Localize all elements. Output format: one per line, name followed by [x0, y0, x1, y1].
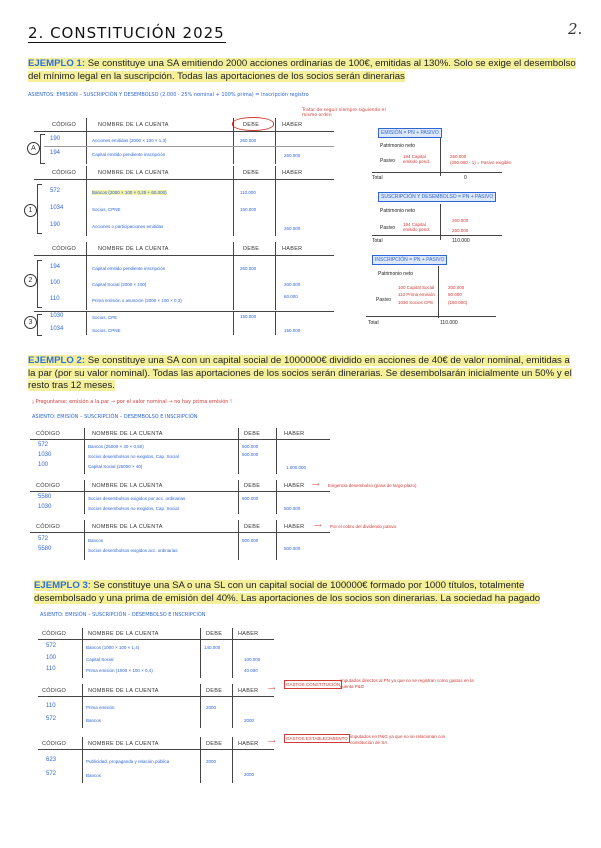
example-2-label: EJEMPLO 2:: [28, 355, 86, 366]
ex2-t2-annotation: Exigencia desembolso (pasa de largo plazo): [328, 483, 417, 488]
side3-pn: Patrimonio neto: [378, 271, 414, 277]
ex2-t1-row2-name: Socios desembolsos no exigidos, Cap. Social: [88, 454, 179, 459]
example-2-asientos: ASIENTO: EMISIÓN – SUSCRIPCIÓN – DESEMBOLSO E INSCRIPCIÓN: [32, 414, 198, 420]
t4-row1-name: Socios, CPE: [92, 315, 118, 320]
side1-pn: Patrimonio neto: [380, 143, 416, 149]
ex2-t3-col-1: [84, 520, 85, 560]
side3-note-2: 110 Prima emisión: [398, 292, 435, 297]
t3-row2-name: Capital Social (2000 × 100): [92, 282, 147, 287]
example-3-asientos: ASIENTO: EMISIÓN – SUSCRIPCIÓN – DESEMBOLSO E INSCRIPCIÓN: [40, 612, 206, 618]
t1-row1-code: 190: [50, 136, 61, 142]
t2-row2-code: 1034: [50, 205, 64, 211]
ex2-t1-row2-code: 1030: [38, 452, 52, 458]
side3-pasivo: Pasivo: [376, 297, 392, 303]
t2-header-code: CÓDIGO: [52, 170, 77, 176]
ex2-t2-header-debe: DEBE: [244, 483, 261, 489]
side2-total-line: [372, 235, 502, 236]
ex3-t3-row1-code: 623: [46, 757, 57, 763]
ex2-t1-row1-debe: 500.000: [242, 444, 259, 449]
ex3-t3-row1-name: Publicidad, propaganda y relación pública: [86, 759, 170, 764]
side2-title: SUSCRIPCIÓN Y DESEMBOLSO = PN + PASIVO: [378, 192, 496, 202]
side1-divider: [440, 138, 441, 176]
ex3-t3-arrow: ⟶: [268, 739, 276, 745]
t1-header-line: [34, 131, 334, 132]
t3-col-line-3: [275, 242, 276, 310]
side2-total-label: Total: [372, 238, 383, 244]
ex3-t3-row2-haber: 2000: [244, 772, 255, 777]
ex3-t2-row2-name: Bancos: [86, 718, 102, 723]
example-1-label: EJEMPLO 1:: [28, 58, 86, 69]
ex3-t1-row1-name: Bancos (1000 × 100 × 1,4): [86, 645, 140, 650]
side3-divider: [438, 266, 439, 318]
t3-bracket: [37, 260, 42, 308]
ex2-t3-header-name: NOMBRE DE LA CUENTA: [92, 524, 163, 530]
side2-pasivo-note: 194 Capital emitido pend.: [403, 222, 431, 232]
ex3-t2-header-code: CÓDIGO: [42, 688, 67, 694]
ex3-t1-col-2: [200, 628, 201, 678]
t2-col-line-1: [86, 166, 87, 236]
ex2-t1-header-code: CÓDIGO: [36, 431, 61, 437]
ex3-t1-col-3: [232, 628, 233, 678]
ex2-t3-row1-code: 572: [38, 536, 49, 542]
side3-note-1: 100 Capital Social: [398, 285, 435, 290]
ex3-t3-col-2: [200, 737, 201, 783]
ex3-t2-row2-code: 572: [46, 716, 57, 722]
ex2-t3-col-2: [238, 520, 239, 560]
ex3-t3-row1-debe: 2000: [206, 759, 217, 764]
t2-col-line-3: [275, 166, 276, 236]
t1-header-name: NOMBRE DE LA CUENTA: [98, 122, 169, 128]
ex2-t1-col-2: [238, 428, 239, 474]
side3-title: INSCRIPCIÓN = PN + PASIVO: [372, 255, 447, 265]
t3-row1-code: 194: [50, 264, 61, 270]
t2-row1-debe: 110.000: [240, 190, 256, 195]
t1-bracket: [40, 134, 45, 164]
side2-pasivo-val: 260.000: [452, 228, 469, 233]
t3-col-line-1: [86, 242, 87, 310]
t1-row2-code: 194: [50, 150, 61, 156]
side3-total-val: 110.000: [440, 320, 458, 326]
t1-header-haber: HABER: [282, 122, 303, 128]
example-2-statement: [28, 355, 578, 393]
ex2-t2-col-3: [276, 480, 277, 514]
ex2-t1-row3-code: 100: [38, 462, 49, 468]
ex2-t1-header-line: [30, 439, 330, 440]
side2-pasivo: Pasivo: [380, 225, 396, 231]
t2-row2-debe: 150.000: [240, 207, 257, 212]
ex2-t3-row1-debe: 500.000: [242, 538, 259, 543]
ex3-t1-row3-haber: 40.000: [244, 668, 258, 673]
ex2-t2-header-name: NOMBRE DE LA CUENTA: [92, 483, 163, 489]
ex2-t3-header-line: [30, 532, 330, 533]
side2-total-val: 110.000: [452, 238, 470, 244]
ex2-t1-row1-code: 572: [38, 442, 49, 448]
t3-header-haber: HABER: [282, 246, 303, 252]
t3-header-name: NOMBRE DE LA CUENTA: [98, 246, 169, 252]
example-3-statement: [34, 580, 582, 605]
ex3-t2-header-name: NOMBRE DE LA CUENTA: [88, 688, 159, 694]
ex3-t3-row2-code: 572: [46, 771, 57, 777]
ex3-t3-row2-name: Bancos: [86, 773, 102, 778]
side1-pasivo-note: 194 Capital emitido pend.: [403, 154, 431, 164]
ex2-t1-row3-name: Capital Social (25000 × 40): [88, 464, 143, 469]
example-3-label: EJEMPLO 3: [34, 580, 88, 591]
ex2-t3-row2-name: Socios desembolsos exigidos acc. ordinarias: [88, 548, 178, 553]
ex2-t3-row1-name: Bancos: [88, 538, 104, 543]
ex3-t2-header-haber: HABER: [238, 688, 259, 694]
ex2-t2-header-haber: HABER: [284, 483, 305, 489]
side1-pasivo: Pasivo: [380, 158, 396, 164]
t3-row3-name: Prima emisión o asunción (2000 × 100 × 0,3): [92, 298, 182, 303]
side2-pn-val: 260.000: [452, 218, 469, 223]
ex3-t2-header-line: [38, 696, 274, 697]
side1-total-line: [372, 172, 502, 173]
ex3-t2-ann-b: imputados directos al PN ya que no se registran como gastos en la cuenta P&G: [340, 678, 474, 689]
ex2-t3-annotation: Por el cobro del dividendo pasivo: [330, 524, 397, 529]
t1-row1-name: Acciones emitidas (2000 × 100 × 1,3): [92, 138, 167, 143]
ex3-t3-header-name: NOMBRE DE LA CUENTA: [88, 741, 159, 747]
t2-row1-code: 572: [50, 188, 61, 194]
marker-1: 1: [24, 204, 37, 217]
ex3-t1-col-1: [82, 628, 83, 678]
ex3-t2-arrow: ⟶: [268, 686, 276, 692]
example-2-text: Se constituye una SA con un capital social de 1000000€ dividido en acciones de 40€ de valor nominal, emitidas a la par (por su valor nominal). Todas las aportaciones de los socios serán dinerarias. Se desembolsarán inicialmente un 50% y el resto tras 12 meses.: [28, 355, 572, 391]
t4-col-line-1: [86, 311, 87, 335]
t3-header-line: [34, 255, 334, 256]
side3-total-line: [366, 316, 496, 317]
ex3-t2-header-debe: DEBE: [206, 688, 223, 694]
marker-3: 3: [24, 316, 37, 329]
t3-col-line-2: [233, 242, 234, 310]
ex3-t3-ann-b: imputados en P&G ya que no se relacionan con constitución de SA: [350, 734, 446, 745]
side3-val-1: 200.000: [448, 285, 465, 290]
t2-row3-haber: 260.000: [284, 226, 301, 231]
side3-total-label: Total: [368, 320, 379, 326]
t2-row1-name: Bancos (2000 × 100 × 0,25 + 60.000): [92, 190, 167, 195]
t1-col-line-3: [275, 118, 276, 164]
ex2-t1-header-haber: HABER: [284, 431, 305, 437]
t2-header-debe: DEBE: [243, 170, 260, 176]
ex3-t3-header-line: [38, 749, 274, 750]
ex3-t1-row1-code: 572: [46, 643, 57, 649]
t4-row2-name: Socios, CPNE: [92, 328, 121, 333]
t3-row3-code: 110: [50, 296, 60, 302]
ex2-t3-header-haber: HABER: [284, 524, 305, 530]
t2-header-name: NOMBRE DE LA CUENTA: [98, 170, 169, 176]
ex3-t3-header-code: CÓDIGO: [42, 741, 67, 747]
t3-row3-haber: 60.000: [284, 294, 298, 299]
ex3-t3-ann-a: GASTOS ESTABLECIMIENTO: [286, 736, 348, 741]
ex3-t1-header-line: [38, 639, 274, 640]
ex2-t3-header-debe: DEBE: [244, 524, 261, 530]
ex3-t3-header-haber: HABER: [238, 741, 259, 747]
ex3-t3-col-3: [232, 737, 233, 783]
t3-row2-code: 100: [50, 280, 61, 286]
ex2-t3-row2-haber: 500.000: [284, 546, 301, 551]
ex2-t3-col-3: [276, 520, 277, 560]
ex3-t2-col-1: [82, 684, 83, 728]
side2-pn: Patrimonio neto: [380, 208, 416, 214]
ex3-t1-header-code: CÓDIGO: [42, 631, 67, 637]
example-1-asientos: ASIENTOS: EMISIÓN – SUSCRIPCIÓN Y DESEMBOLSO (2.000 · 25% nominal + 100% prima) = inscripción registro: [28, 92, 309, 98]
t3-header-debe: DEBE: [243, 246, 260, 252]
t2-header-haber: HABER: [282, 170, 303, 176]
t4-row1-code: 1030: [50, 313, 64, 319]
ex2-t2-row1-name: Socios desembolsos exigidos por acc. ordinarias: [88, 496, 186, 501]
t4-col-line-2: [233, 311, 234, 335]
t3-row1-debe: 260.000: [240, 266, 257, 271]
title-underline: [28, 42, 226, 43]
ex3-t2-row1-code: 110: [46, 703, 56, 709]
t2-bracket: [37, 184, 42, 234]
ex3-t1-row3-name: Prima emisión (1000 × 100 × 0,4): [86, 668, 153, 673]
ex3-t1-header-name: NOMBRE DE LA CUENTA: [88, 631, 159, 637]
ex3-t2-col-2: [200, 684, 201, 728]
ex2-t2-row2-haber: 500.000: [284, 506, 301, 511]
t3-row1-name: Capital emitido pendiente inscripción: [92, 266, 166, 271]
ex2-t1-row1-name: Bancos (25000 × 40 × 0,50): [88, 444, 144, 449]
side1-total-val: 0: [464, 175, 467, 181]
t2-row3-code: 190: [50, 222, 61, 228]
ex3-t2-row1-name: Prima emisión: [86, 705, 115, 710]
t1-row-line: [44, 146, 334, 147]
ex3-t3-header-debe: DEBE: [206, 741, 223, 747]
t2-row2-name: Socios, CPNE: [92, 207, 121, 212]
side1-pasivo-val: 260.000: [450, 154, 467, 159]
t4-row2-code: 1034: [50, 326, 64, 332]
t4-col-line-3: [275, 311, 276, 335]
t4-row2-haber: 150.000: [284, 328, 301, 333]
ex2-t3-header-code: CÓDIGO: [36, 524, 61, 530]
t1-col-line-2: [233, 118, 234, 164]
side1-total-label: Total: [372, 175, 383, 181]
ex2-t2-row2-name: Socios desembolsos no exigidos, Cap. Social: [88, 506, 179, 511]
ex2-t2-col-2: [238, 480, 239, 514]
ex2-t2-arrow: ⟶: [312, 482, 320, 488]
ex3-t1-header-haber: HABER: [238, 631, 259, 637]
ex2-t2-col-1: [84, 480, 85, 514]
t1-header-code: CÓDIGO: [52, 122, 77, 128]
ex2-t2-header-code: CÓDIGO: [36, 483, 61, 489]
example-3-text: : Se constituye una SA o una SL con un capital social de 100000€ formado por 1000 títulos, totalmente desembolsado y una prima de emisión del 40%. Las aportaciones de los socios son dinerarias. La sociedad ha pagado: [34, 580, 541, 604]
t2-row3-name: Acciones o participaciones emitidas: [92, 224, 164, 229]
page-number: 2.: [568, 20, 583, 38]
t2-header-line: [34, 179, 334, 180]
ex3-t1-row2-code: 100: [46, 655, 57, 661]
ex3-t1-row1-debe: 140.000: [204, 645, 221, 650]
t3-header-code: CÓDIGO: [52, 246, 77, 252]
t1-header-debe: DEBE: [243, 122, 260, 128]
ex3-t1-row3-code: 110: [46, 666, 56, 672]
t4-row1-debe: 150.000: [240, 314, 257, 319]
example-2-note: ¡ Preguntarse: emisión a la par → por el valor nominal → no hay prima emisión !: [32, 399, 233, 405]
t3-row2-haber: 200.000: [284, 282, 301, 287]
ex2-t3-row2-code: 5580: [38, 546, 52, 552]
side3-note-3: 1030 Socios CPE: [398, 300, 434, 305]
page-title: 2. CONSTITUCIÓN 2025: [28, 24, 225, 42]
ex3-t3-col-1: [82, 737, 83, 783]
ex2-t2-header-line: [30, 491, 330, 492]
side1-pasivo-val2: (260.000 · 1) = Pasivo exigible: [450, 160, 511, 165]
t4-top-line: [34, 311, 334, 312]
t4-bracket: [37, 314, 42, 336]
t1-row1-debe: 260.000: [240, 138, 257, 143]
ex3-t2-row2-haber: 2000: [244, 718, 255, 723]
ex3-t1-header-debe: DEBE: [206, 631, 223, 637]
example-1-statement: [28, 58, 576, 83]
ex2-t1-row3-haber: 1.000.000: [286, 465, 307, 470]
ex2-t2-row1-code: 5580: [38, 494, 52, 500]
marker-a: A: [27, 142, 40, 155]
ex2-t3-arrow: ⟶: [314, 523, 322, 529]
t1-row2-name: Capital emitido pendiente inscripción: [92, 152, 166, 157]
example-1-text: Se constituye una SA emitiendo 2000 acciones ordinarias de 100€, emitidas al 130%. Solo se exige el desembolso del mínimo legal en la suscripción. Todas las aportaciones de los socios serán dinerarias: [28, 58, 576, 82]
ex3-t1-row2-haber: 100.000: [244, 657, 261, 662]
ex3-t1-row2-name: Capital Social: [86, 657, 114, 662]
ex3-t2-ann-a: GASTOS CONSTITUCIÓN: [286, 682, 341, 687]
ex2-t1-header-name: NOMBRE DE LA CUENTA: [92, 431, 163, 437]
ex2-t1-col-3: [276, 428, 277, 474]
t1-row2-haber: 260.000: [284, 153, 301, 158]
ex2-t2-row2-code: 1030: [38, 504, 52, 510]
marker-2: 2: [24, 274, 37, 287]
side1-title: EMISIÓN = PN + PASIVO: [378, 128, 442, 138]
ex2-t1-row2-debe: 500.000: [242, 452, 259, 457]
ex3-t2-col-3: [232, 684, 233, 728]
example-1-order-note: Tratar de seguir siempre siguiendo el mismo orden: [302, 108, 386, 118]
ex2-t1-col-1: [84, 428, 85, 474]
t2-col-line-2: [233, 166, 234, 236]
side3-val-2: 60.000: [448, 292, 462, 297]
t1-col-line-1: [86, 118, 87, 164]
ex3-t2-row1-debe: 2000: [206, 705, 217, 710]
ex2-t2-row1-debe: 500.000: [242, 496, 259, 501]
side3-val-3: (150.000): [448, 300, 468, 305]
ex2-t1-header-debe: DEBE: [244, 431, 261, 437]
